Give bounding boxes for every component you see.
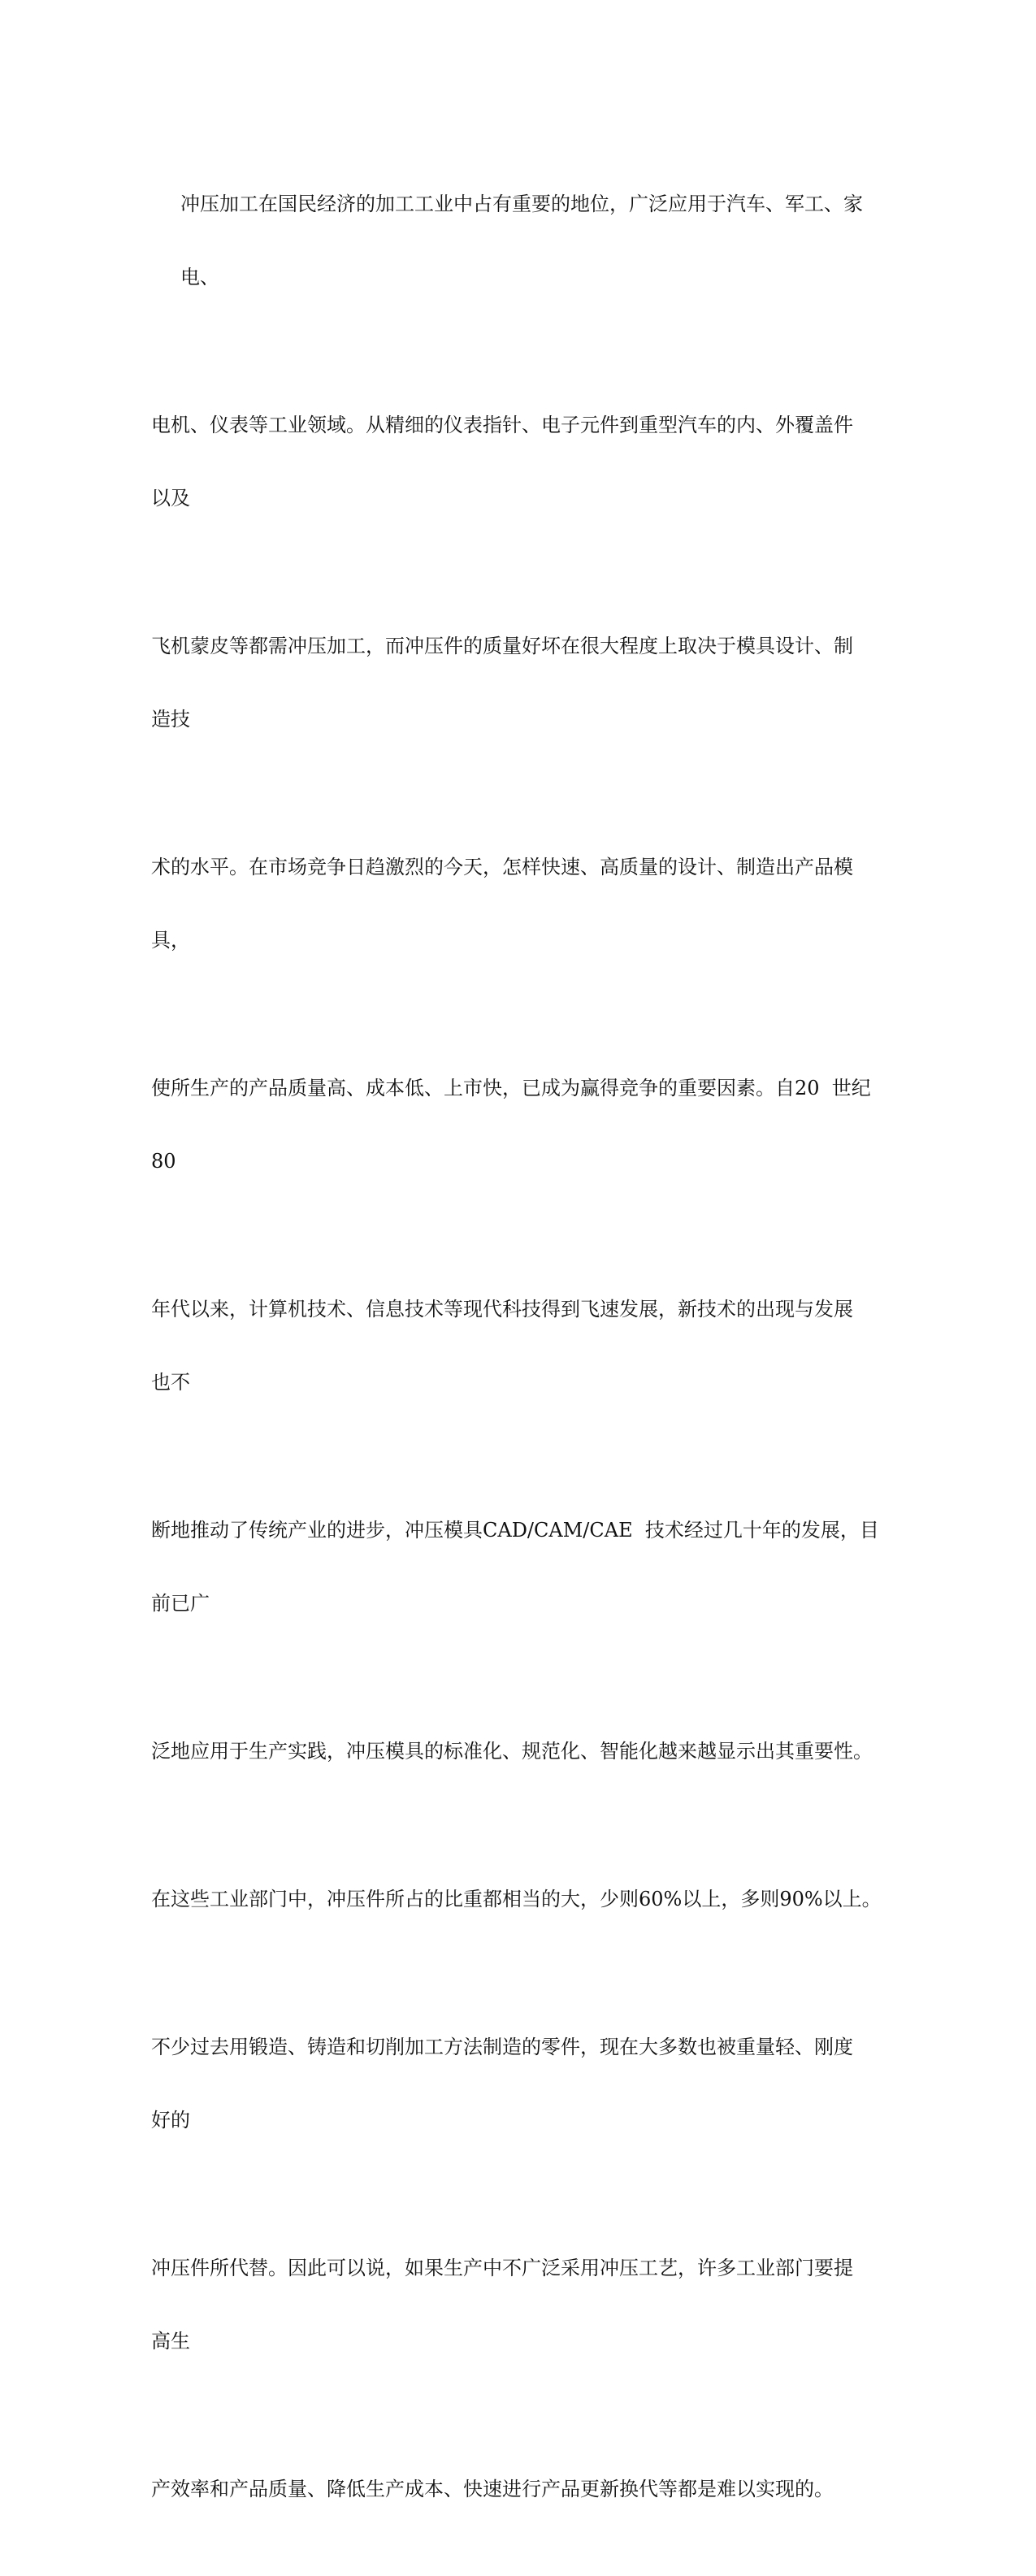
line-text: 产效率和产品质量、降低生产成本、快速进行产品更新换代等都是难以实现的。	[151, 2478, 834, 2500]
line-text: 不少过去用锻造、铸造和切削加工方法制造的零件，现在大多数也被重量轻、刚度	[151, 2036, 853, 2058]
line-text: 使所生产的产品质量高、成本低、上市快，已成为赢得竞争的重要因素。自20 世纪	[151, 1077, 871, 1099]
paragraph-line-4	[151, 806, 899, 1001]
line-text: 电机、仪表等工业领域。从精细的仪表指针、电子元件到重型汽车的内、外覆盖件	[151, 414, 853, 436]
line-tail: 80	[151, 1150, 176, 1173]
paragraph-line-11	[151, 2207, 899, 2402]
paragraph-line-7	[151, 1469, 899, 1664]
line-tail: 造技	[151, 708, 190, 731]
line-text: 冲压件所代替。因此可以说，如果生产中不广泛采用冲压工艺，许多工业部门要提	[151, 2257, 853, 2279]
paragraph-line-9	[151, 1838, 899, 1960]
paragraph-line-5	[151, 1027, 899, 1222]
paragraph-line-3	[151, 585, 899, 780]
line-tail: 也不	[151, 1371, 190, 1394]
line-text: 冲压加工在国民经济的加工工业中占有重要的地位，广泛应用于汽车、军工、家	[180, 193, 863, 215]
line-text: 年代以来，计算机技术、信息技术等现代科技得到飞速发展，新技术的出现与发展	[151, 1298, 853, 1321]
paragraph-line-1	[151, 143, 899, 338]
line-text: 泛地应用于生产实践，冲压模具的标准化、规范化、智能化越来越显示出其重要性。	[151, 1740, 873, 1763]
line-tail: 电、	[180, 266, 219, 288]
line-tail: 以及	[151, 487, 190, 510]
paragraph-line-2	[151, 364, 899, 559]
line-text: 术的水平。在市场竞争日趋激烈的今天，怎样快速、高质量的设计、制造出产品模	[151, 856, 853, 878]
paragraph-line-6	[151, 1248, 899, 1443]
document-body	[151, 143, 899, 2576]
paragraph-line-8	[151, 1690, 899, 1812]
line-text: 在这些工业部门中，冲压件所占的比重都相当的大，少则60%以上，多则90%以上。	[151, 1888, 882, 1910]
paragraph-line-12	[151, 2428, 899, 2550]
line-tail: 前已广	[151, 1592, 210, 1615]
paragraph-line-10	[151, 1986, 899, 2181]
line-text: 飞机蒙皮等都需冲压加工，而冲压件的质量好坏在很大程度上取决于模具设计、制	[151, 635, 853, 657]
line-tail: 好的	[151, 2109, 190, 2131]
line-text: 断地推动了传统产业的进步，冲压模具CAD/CAM/CAE 技术经过几十年的发展，目	[151, 1519, 879, 1542]
line-tail: 具，	[151, 929, 190, 952]
line-tail: 高生	[151, 2330, 190, 2353]
